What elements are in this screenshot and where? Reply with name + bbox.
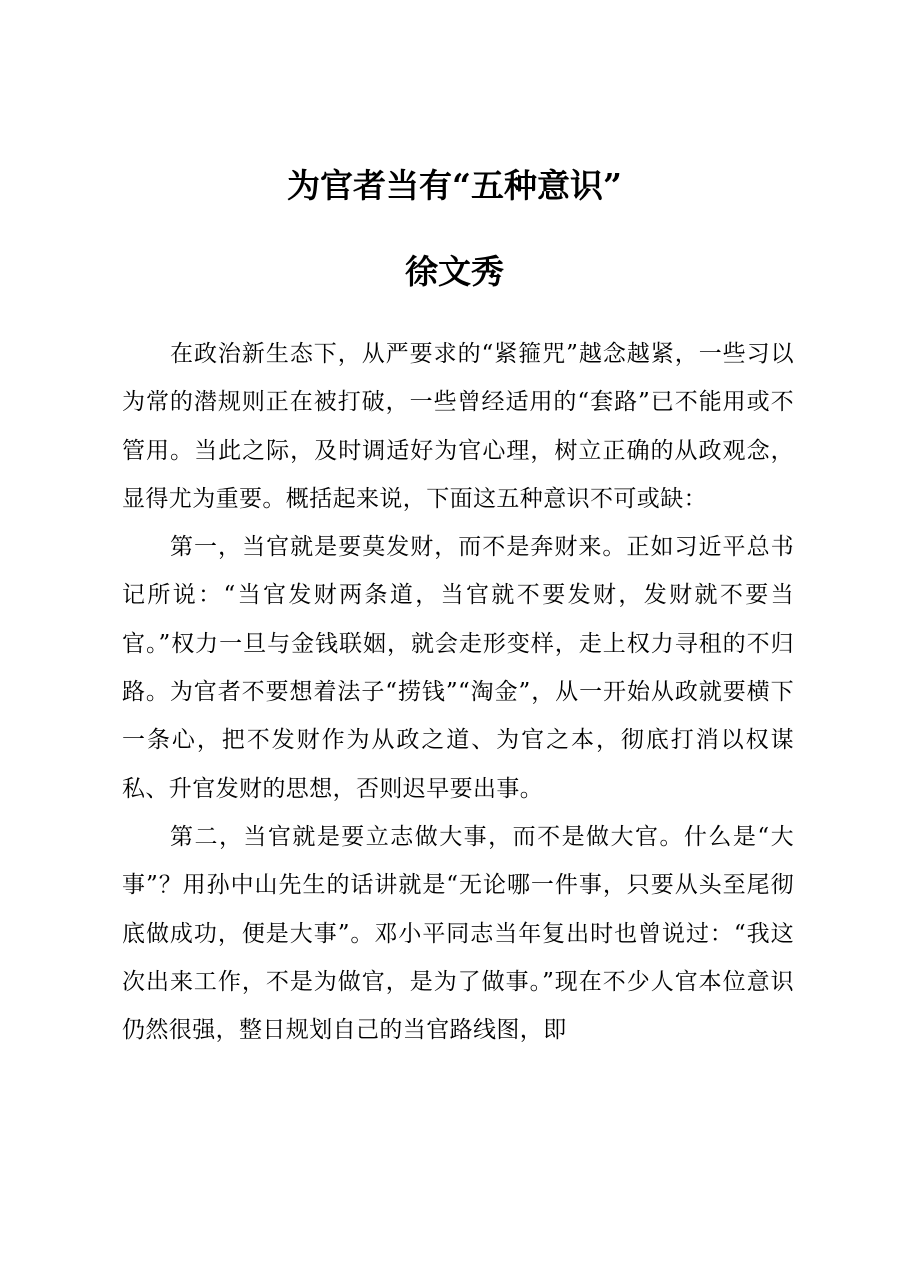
- paragraph-first-point: 第一，当官就是要莫发财，而不是奔财来。正如习近平总书记所说：“当官发财两条道，当官就不要发财，发财就不要当官。”权力一旦与金钱联姻，就会走形变样，走上权力寻租的不归路。为官者不要想着法子“捞钱”“淘金”，从一开始从政就要横下一条心，把不发财作为从政之道、为官之本，彻底打消以权谋私、升官发财的思想，否则迟早要出事。: [122, 534, 794, 802]
- paragraph-intro: 在政治新生态下，从严要求的“紧箍咒”越念越紧，一些习以为常的潜规则正在被打破，一些曾经适用的“套路”已不能用或不管用。当此之际，及时调适好为官心理，树立正确的从政观念，显得尤为重要。概括起来说，下面这五种意识不可或缺：: [122, 341, 794, 512]
- document-body: [122, 330, 794, 1054]
- paragraph-second-point: 第二，当官就是要立志做大事，而不是做大官。什么是“大事”？用孙中山先生的话讲就是“无论哪一件事，只要从头至尾彻底做成功，便是大事”。邓小平同志当年复出时也曾说过：“我这次出来工作，不是为做官，是为了做事。”现在不少人官本位意识仍然很强，整日规划自己的当官路线图，即: [122, 823, 794, 1044]
- document-author: 徐文秀: [405, 252, 504, 291]
- document-title: 为官者当有“五种意识”: [287, 166, 622, 205]
